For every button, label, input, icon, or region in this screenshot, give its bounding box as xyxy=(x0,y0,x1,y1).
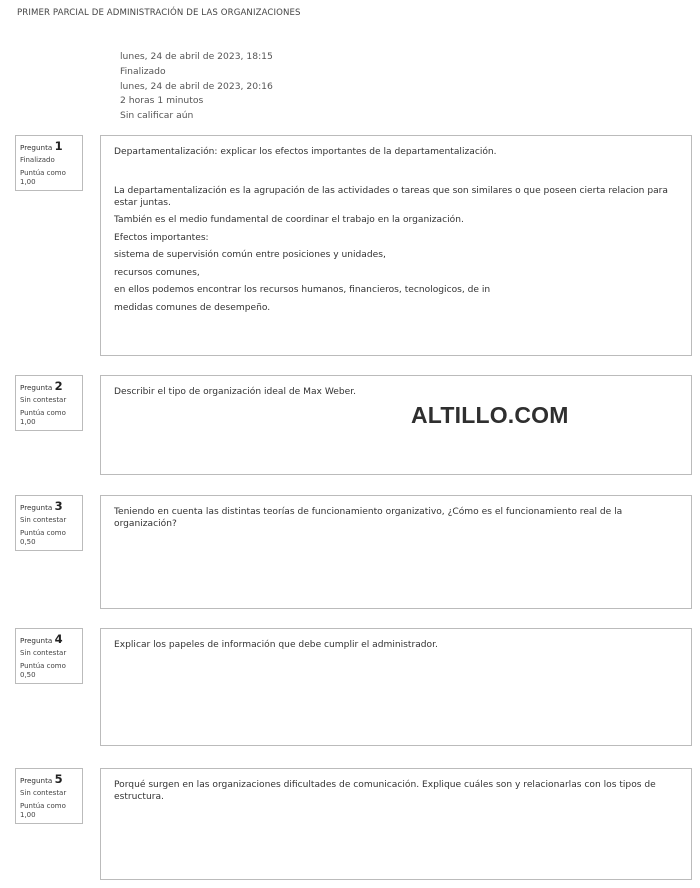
page-title: PRIMER PARCIAL DE ADMINISTRACIÓN DE LAS ORGANIZACIONES xyxy=(17,8,301,18)
question-number-value: 5 xyxy=(54,772,63,786)
answer-line: También es el medio fundamental de coordinar el trabajo en la organización. xyxy=(114,215,464,225)
answer-line: sistema de supervisión común entre posiciones y unidades, xyxy=(114,250,386,260)
question-info-3 xyxy=(15,495,83,551)
question-prefix: Pregunta xyxy=(20,636,53,645)
question-number xyxy=(20,379,82,393)
question-content-1 xyxy=(100,135,692,356)
question-grade: Puntúa como 0,50 xyxy=(20,662,66,679)
answer-text xyxy=(114,186,678,314)
question-content-3 xyxy=(100,495,692,609)
question-number xyxy=(20,139,82,153)
question-info-2 xyxy=(15,375,83,431)
answer-line: Efectos importantes: xyxy=(114,232,209,243)
question-prefix: Pregunta xyxy=(20,503,53,512)
question-grade: Puntúa como 1,00 xyxy=(20,169,66,186)
question-grade: Puntúa como 1,00 xyxy=(20,802,66,819)
summary-value: lunes, 24 de abril de 2023, 20:16 xyxy=(120,80,273,92)
question-content-2 xyxy=(100,375,692,475)
question-number-value: 1 xyxy=(54,139,63,153)
question-state: Finalizado xyxy=(20,156,55,164)
question-prefix: Pregunta xyxy=(20,383,53,392)
question-number-value: 2 xyxy=(54,379,63,393)
question-text: Describir el tipo de organización ideal de Max Weber. xyxy=(114,387,357,397)
question-number xyxy=(20,772,82,786)
question-state: Sin contestar xyxy=(20,396,67,404)
summary-value: lunes, 24 de abril de 2023, 18:15 xyxy=(120,51,273,62)
answer-line: medidas comunes de desempeño. xyxy=(114,302,271,313)
question-grade: Puntúa como 1,00 xyxy=(20,409,66,426)
answer-line: en ellos podemos encontrar los recursos humanos, financieros, tecnologicos, de in xyxy=(114,285,491,295)
question-state: Sin contestar xyxy=(20,516,67,524)
question-text: Explicar los papeles de información que debe cumplir el administrador. xyxy=(114,640,438,650)
question-text: Teniendo en cuenta las distintas teorías de funcionamiento organizativo, ¿Cómo es el funcionamiento real de la organización? xyxy=(114,507,623,529)
question-text: Porqué surgen en las organizaciones dificultades de comunicación. Explique cuáles son y relacionarlas con los tipos de estructura. xyxy=(114,780,656,802)
summary-value: Finalizado xyxy=(120,65,166,77)
summary-value: Sin calificar aún xyxy=(120,110,194,122)
question-grade: Puntúa como 0,50 xyxy=(20,529,66,546)
question-number-value: 4 xyxy=(54,632,63,646)
question-text: Departamentalización: explicar los efectos importantes de la departamentalización. xyxy=(114,147,497,157)
question-state: Sin contestar xyxy=(20,789,67,797)
question-number xyxy=(20,499,82,513)
question-content-4 xyxy=(100,628,692,746)
question-state: Sin contestar xyxy=(20,649,67,657)
question-prefix: Pregunta xyxy=(20,143,53,152)
question-info-1 xyxy=(15,135,83,191)
question-number-value: 3 xyxy=(54,499,63,513)
question-info-4 xyxy=(15,628,83,684)
answer-line: recursos comunes, xyxy=(114,267,200,278)
question-prefix: Pregunta xyxy=(20,776,53,785)
watermark-logo: ALTILLO.COM xyxy=(411,402,569,428)
question-content-5 xyxy=(100,768,692,880)
summary-value: 2 horas 1 minutos xyxy=(120,95,204,107)
question-info-5 xyxy=(15,768,83,824)
answer-line: La departamentalización es la agrupación de las actividades o tareas que son similares o que poseen cierta relacion para estar juntas. xyxy=(114,186,668,208)
question-number xyxy=(20,632,82,646)
